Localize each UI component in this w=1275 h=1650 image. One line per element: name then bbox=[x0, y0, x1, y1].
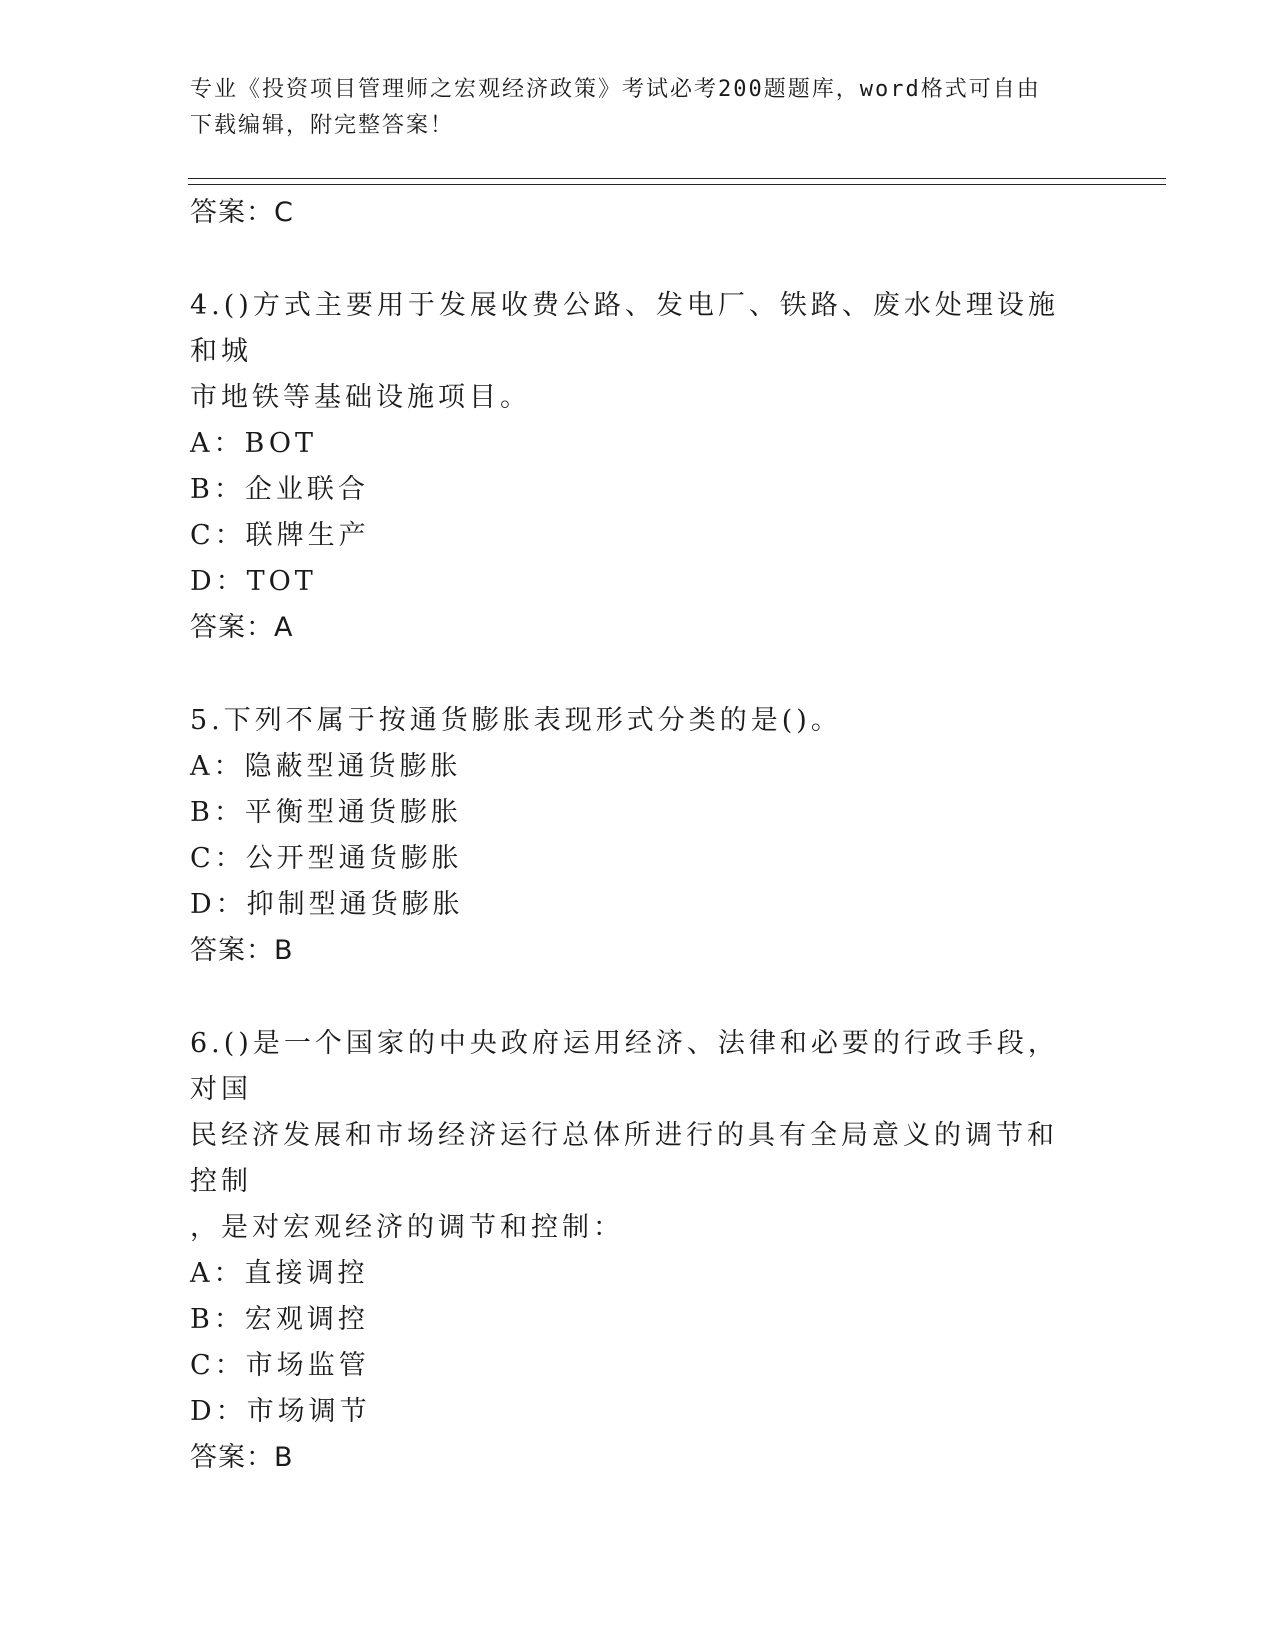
option-c: C：联牌生产 bbox=[190, 520, 370, 551]
question-text bbox=[190, 698, 1080, 744]
question-text-line: 6.()是一个国家的中央政府运用经济、法律和必要的行政手段，对国 bbox=[190, 1028, 1059, 1105]
question-text-line: 市地铁等基础设施项目。 bbox=[190, 382, 531, 413]
question-text bbox=[190, 1021, 1080, 1251]
question-text-line: ，是对宏观经济的调节和控制： bbox=[190, 1212, 624, 1243]
option-a: A：BOT bbox=[190, 428, 317, 459]
spacer bbox=[190, 974, 1080, 1021]
question-5 bbox=[190, 698, 1080, 974]
option-d: D：TOT bbox=[190, 566, 317, 597]
header-divider-top bbox=[188, 178, 1166, 179]
header-divider-bottom bbox=[188, 184, 1166, 185]
header-line-1: 专业《投资项目管理师之宏观经济政策》考试必考200题题库，word格式可自由 bbox=[190, 77, 1041, 102]
option-c: C：公开型通货膨胀 bbox=[190, 843, 463, 874]
question-4 bbox=[190, 283, 1080, 651]
option-b: B：企业联合 bbox=[190, 474, 369, 505]
question-text-line: 民经济发展和市场经济运行总体所进行的具有全局意义的调节和控制 bbox=[190, 1120, 1058, 1197]
question-text-line: 4.()方式主要用于发展收费公路、发电厂、铁路、废水处理设施和城 bbox=[190, 290, 1059, 367]
option-a: A：直接调控 bbox=[190, 1258, 369, 1289]
spacer bbox=[190, 651, 1080, 698]
question-answer: 答案：A bbox=[190, 612, 294, 643]
option-b: B：平衡型通货膨胀 bbox=[190, 797, 462, 828]
header-line-2: 下载编辑，附完整答案！ bbox=[190, 113, 455, 138]
previous-answer: 答案：C bbox=[190, 197, 294, 228]
document-body bbox=[190, 190, 1080, 1481]
question-text bbox=[190, 283, 1080, 421]
document-header bbox=[190, 72, 1080, 144]
question-answer: 答案：B bbox=[190, 1442, 294, 1473]
question-6 bbox=[190, 1021, 1080, 1481]
option-b: B：宏观调控 bbox=[190, 1304, 369, 1335]
option-a: A：隐蔽型通货膨胀 bbox=[190, 751, 462, 782]
option-d: D：市场调节 bbox=[190, 1396, 371, 1427]
option-c: C：市场监管 bbox=[190, 1350, 370, 1381]
spacer bbox=[190, 236, 1080, 283]
question-answer: 答案：B bbox=[190, 935, 294, 966]
option-d: D：抑制型通货膨胀 bbox=[190, 889, 464, 920]
question-text-line: 5.下列不属于按通货膨胀表现形式分类的是()。 bbox=[190, 705, 842, 736]
